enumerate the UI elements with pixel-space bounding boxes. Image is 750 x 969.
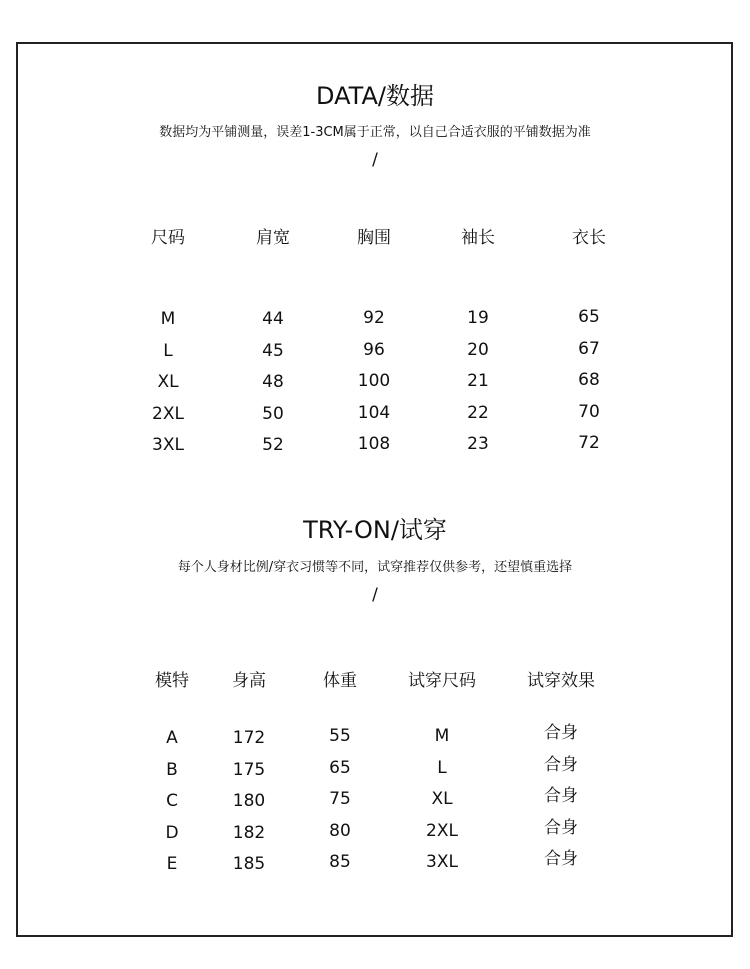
size-section-subtitle: 数据均为平铺测量，误差1-3CM属于正常，以自己合适衣服的平铺数据为准 (159, 125, 591, 140)
column-header: 体重 (323, 671, 357, 691)
table-cell: M (160, 309, 176, 329)
table-cell: 65 (329, 757, 351, 778)
table-cell: 180 (232, 791, 266, 811)
table-cell: B (166, 759, 178, 780)
table-cell: 合身 (544, 754, 578, 775)
table-cell: 3XL (426, 852, 458, 872)
table-cell: 104 (357, 402, 391, 423)
table-cell: 合身 (544, 817, 578, 838)
table-cell: 合身 (544, 849, 578, 869)
table-cell: 172 (232, 728, 266, 748)
table-cell: 44 (262, 309, 284, 329)
table-cell: A (166, 728, 178, 748)
table-cell: 96 (363, 339, 385, 360)
table-cell: 2XL (152, 403, 184, 424)
table-cell: 185 (232, 854, 266, 874)
table-cell: 100 (357, 371, 391, 391)
table-cell: 55 (329, 726, 351, 746)
tryon-section-subtitle: 每个人身材比例/穿衣习惯等不同，试穿推荐仅供参考，还望慎重选择 (177, 560, 573, 575)
table-cell: 3XL (152, 435, 184, 455)
table-cell: L (437, 757, 447, 778)
table-cell: 2XL (426, 820, 458, 841)
table-cell: 23 (467, 434, 489, 454)
table-cell: 108 (357, 434, 391, 454)
size-section-separator: / (372, 150, 378, 170)
column-header: 身高 (232, 671, 266, 691)
column-header: 尺码 (151, 228, 185, 248)
table-cell: 合身 (544, 786, 578, 806)
tryon-section-separator: / (372, 585, 378, 605)
table-cell: 75 (329, 789, 351, 809)
table-cell: 70 (578, 401, 600, 422)
table-cell: 52 (262, 435, 284, 455)
table-cell: 50 (262, 403, 284, 424)
table-cell: 48 (262, 372, 284, 392)
table-cell: 68 (578, 370, 600, 390)
table-cell: 21 (467, 371, 489, 391)
table-cell: 85 (329, 852, 351, 872)
table-cell: 80 (329, 820, 351, 841)
table-cell: XL (431, 789, 453, 809)
tryon-section-title: TRY-ON/试穿 (303, 516, 447, 544)
table-cell: 22 (467, 402, 489, 423)
table-cell: 67 (578, 338, 600, 359)
table-cell: 72 (578, 433, 600, 453)
table-cell: L (163, 340, 173, 361)
size-section-title: DATA/数据 (316, 82, 434, 110)
table-cell: E (166, 854, 178, 874)
table-cell: M (434, 726, 450, 746)
table-cell: 45 (262, 340, 284, 361)
table-cell: 20 (467, 339, 489, 360)
table-cell: 19 (467, 308, 489, 328)
table-cell: 182 (232, 822, 266, 843)
table-cell: D (165, 822, 179, 843)
column-header: 肩宽 (256, 228, 290, 248)
table-cell: 65 (578, 307, 600, 327)
column-header: 袖长 (461, 228, 495, 248)
column-header: 试穿尺码 (408, 671, 476, 691)
column-header: 试穿效果 (527, 671, 595, 691)
table-cell: 合身 (544, 723, 578, 743)
table-cell: 92 (363, 308, 385, 328)
table-cell: 175 (232, 759, 266, 780)
column-header: 衣长 (572, 228, 606, 248)
table-cell: C (166, 791, 178, 811)
table-cell: XL (157, 372, 179, 392)
column-header: 胸围 (357, 228, 391, 248)
column-header: 模特 (155, 671, 189, 691)
